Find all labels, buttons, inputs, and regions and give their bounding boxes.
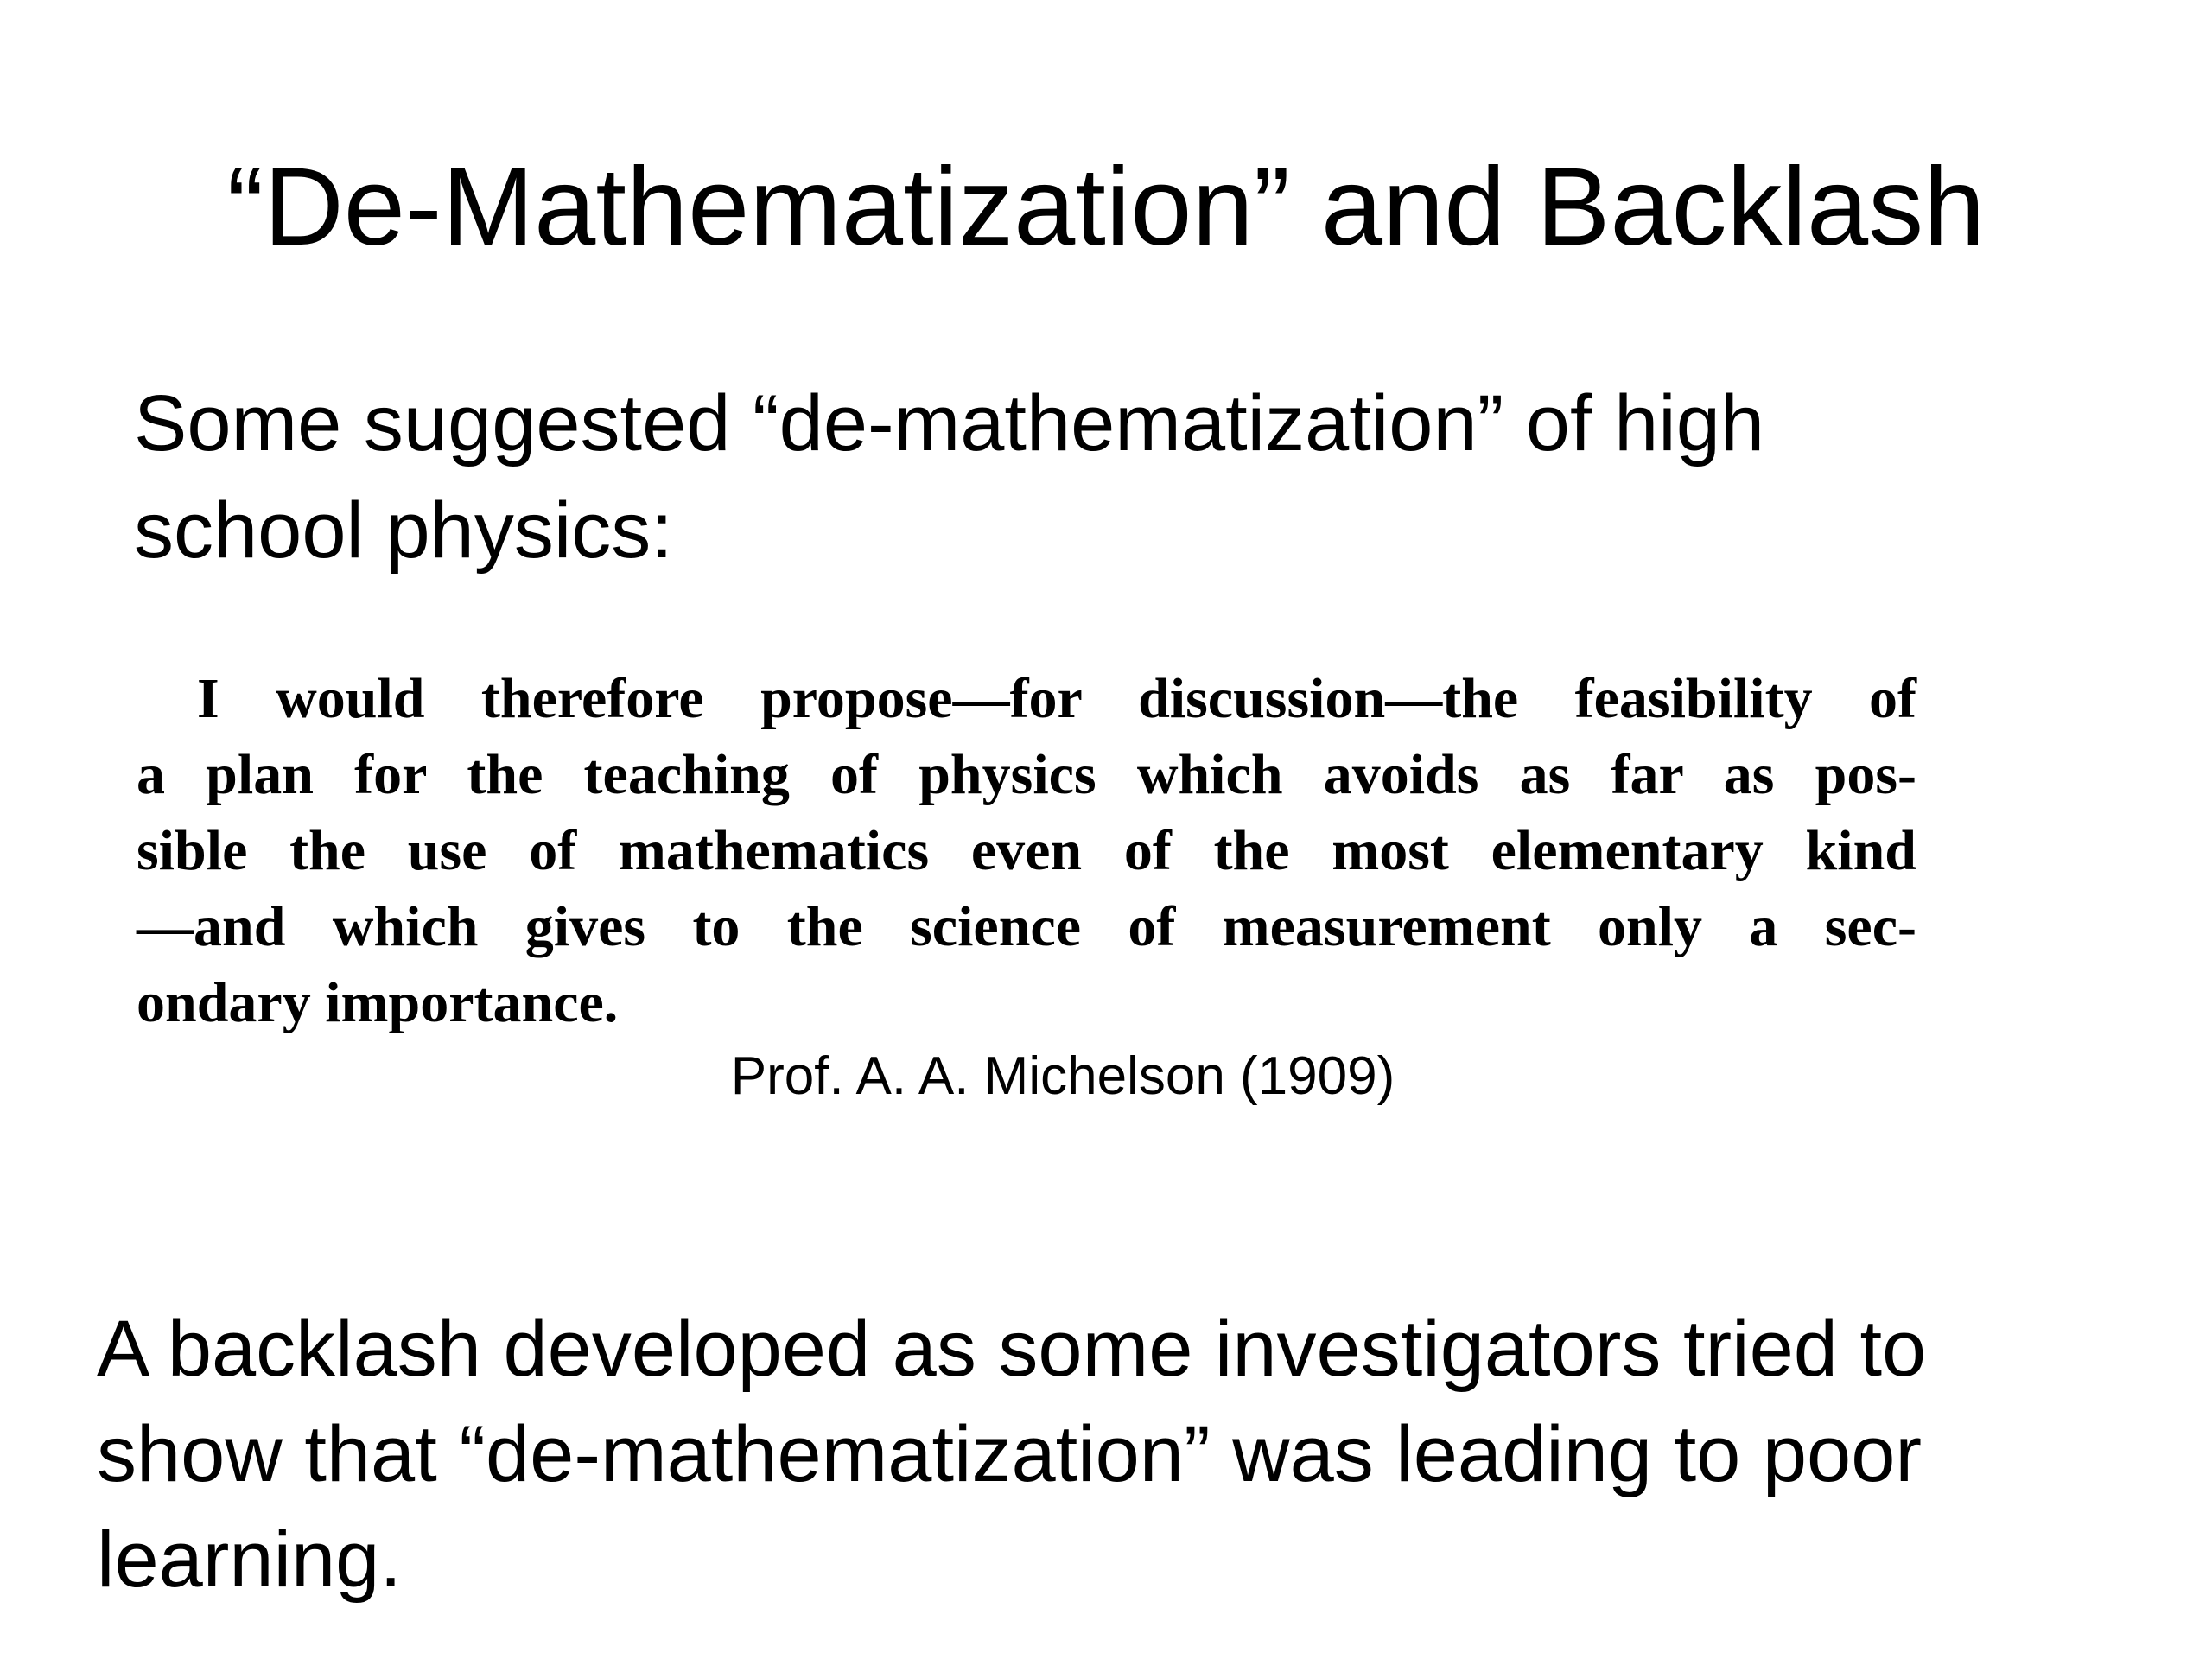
- quote-line: sible the use of mathematics even of the most elementary kind: [137, 819, 1916, 882]
- conclusion-line: learning.: [97, 1516, 402, 1604]
- intro-line: school physics:: [134, 486, 673, 575]
- conclusion-line: show that “de-mathematization” was leading to poor: [97, 1410, 1923, 1498]
- quote-attribution: Prof. A. A. Michelson (1909): [730, 1046, 1395, 1106]
- quote-line: —and which gives to the science of measurement only a sec-: [137, 895, 1916, 958]
- michelson-quote: [137, 661, 1916, 1041]
- slide-title: “De-Mathematization” and Backlash: [226, 145, 1986, 269]
- quote-line: I would therefore propose—for discussion—the feasibility of: [197, 667, 1916, 730]
- quote-line: a plan for the teaching of physics which avoids as far as pos-: [137, 743, 1916, 806]
- intro-paragraph: [134, 370, 2121, 584]
- conclusion-paragraph: [97, 1296, 2171, 1612]
- conclusion-line: A backlash developed as some investigators tried to: [97, 1305, 1927, 1393]
- quote-line: ondary importance.: [137, 971, 619, 1034]
- intro-line: Some suggested “de-mathematization” of high: [134, 379, 1765, 467]
